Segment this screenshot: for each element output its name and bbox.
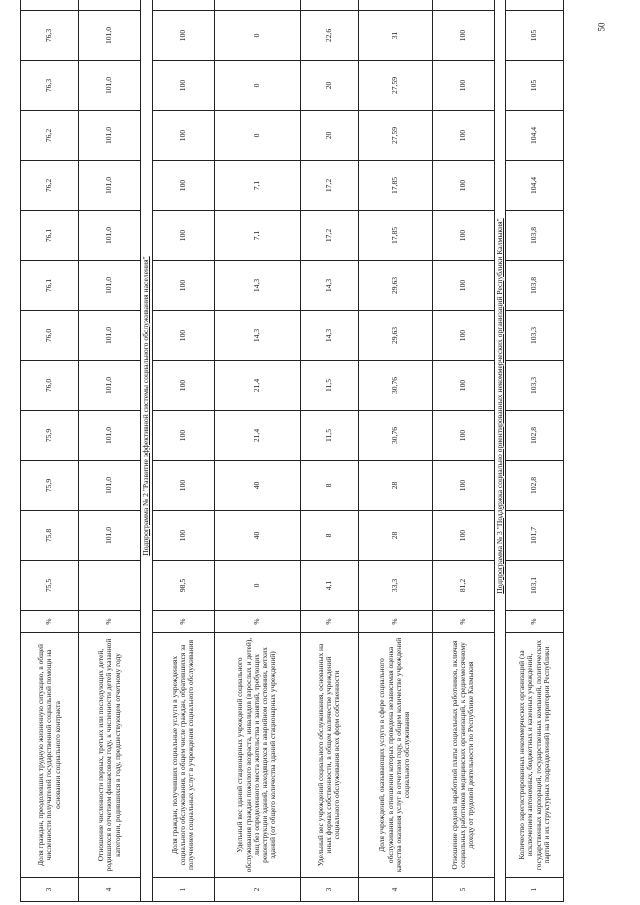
indicator-description-cell: Доля граждан, преодолевших трудную жизненную ситуацию, в общей численности получателей государственной социальной помощи на основании социального контракта [21,633,79,878]
value-cell: 29,63 [358,311,432,361]
value-cell [79,561,141,611]
value-cell: 103,3 [506,361,564,411]
value-cell: 101,0 [79,461,141,511]
value-cell: 101,0 [79,211,141,261]
subprogram-title: Подпрограмма № 3 "Поддержка социально ориентированных некоммерческих организаций Республики Калмыкия" [494,218,504,594]
unit-cell: % [506,611,564,633]
value-cell: 103,3 [506,311,564,361]
value-cell: 100 [432,161,494,211]
unit-cell: % [21,611,79,633]
row-number-cell: 1 [152,878,214,902]
value-cell: 101,0 [79,261,141,311]
value-cell: 76,3 [21,61,79,111]
value-cell: 14,3 [214,311,300,361]
table-row [214,0,300,902]
value-cell: 0 [214,61,300,111]
value-cell: 103,1 [506,561,564,611]
value-cell: 102,8 [506,461,564,511]
subprogram-title-cell [494,0,506,902]
unit-cell: % [79,611,141,633]
value-cell [214,0,300,11]
rotated-table-content [20,12,575,902]
value-cell: 8 [300,461,358,511]
table-row [21,0,79,902]
value-cell: 20 [300,111,358,161]
row-number-cell: 5 [432,878,494,902]
value-cell: 101,0 [79,161,141,211]
value-cell: 100 [152,161,214,211]
value-cell: 75,9 [21,411,79,461]
value-cell: 100 [432,461,494,511]
value-cell: 76,2 [21,111,79,161]
row-number-cell: 3 [21,878,79,902]
value-cell: 81,2 [432,561,494,611]
value-cell: 101,0 [79,311,141,361]
indicator-description-cell: Доля граждан, получивших социальные услуги в учреждениях социального обслуживания, в общем числе граждан, обратившихся за получением социальных услуг в учреждения социального обслуживания [152,633,214,878]
value-cell [21,0,79,11]
row-number-cell: 3 [300,878,358,902]
value-cell: 30,76 [358,361,432,411]
value-cell: 100 [152,261,214,311]
value-cell: 102,8 [506,411,564,461]
value-cell: 27,59 [358,111,432,161]
unit-cell: % [358,611,432,633]
table-row [79,0,141,902]
value-cell: 21,4 [214,361,300,411]
value-cell: 17,2 [300,211,358,261]
indicator-description-cell: Удельный вес зданий стационарных учреждений социального обслуживания граждан пожилого возраста, инвалидов (взрослых и детей), лиц без определенного места жительства и занятий, требующих реконструкции зданий, находящихся в аварийном состоянии, ветхих зданий (от общего количества зданий стационарных учреждений) [214,633,300,878]
value-cell: 100 [432,511,494,561]
subprogram-row [141,0,153,902]
value-cell: 100 [432,361,494,411]
indicator-description-cell: Отношение средней заработной платы социальных работников, включая социальных работников медицинских организаций, к среднемесячному доходу от трудовой деятельности по Республике Калмыкия [432,633,494,878]
value-cell: 105 [506,61,564,111]
value-cell: 100 [432,61,494,111]
value-cell: 101,0 [79,411,141,461]
value-cell: 40 [214,461,300,511]
value-cell [79,0,141,11]
table-row [506,0,564,902]
value-cell: 75,5 [21,561,79,611]
value-cell [358,0,432,11]
indicator-description-cell: Удельный вес учреждений социального обслуживания, основанных на иных формах собственности, в общем количестве учреждений социального обслуживания всех форм собственности [300,633,358,878]
value-cell: 100 [432,211,494,261]
value-cell: 103,8 [506,261,564,311]
value-cell: 100 [152,311,214,361]
value-cell: 17,85 [358,161,432,211]
value-cell: 8 [300,511,358,561]
value-cell: 100 [152,361,214,411]
unit-cell: % [432,611,494,633]
value-cell: 76,1 [21,261,79,311]
value-cell: 40 [214,511,300,561]
value-cell: 20 [300,61,358,111]
value-cell: 76,0 [21,311,79,361]
table-row [300,0,358,902]
value-cell: 29,63 [358,261,432,311]
value-cell: 4,1 [300,561,358,611]
value-cell: 100 [152,11,214,61]
value-cell: 14,3 [300,261,358,311]
value-cell: 100 [152,511,214,561]
value-cell: 7,1 [214,161,300,211]
value-cell: 100 [152,461,214,511]
value-cell: 104,4 [506,161,564,211]
value-cell: 14,3 [300,311,358,361]
value-cell: 7,1 [214,211,300,261]
indicator-description-cell: Доля учреждений, оказывающих услуги в сфере социального обслуживания, в отношении которых проведена независимая оценка качества оказания услуг в отчетном году, в общем количестве учреждений социального обслуживания [358,633,432,878]
row-number-cell: 2 [214,878,300,902]
value-cell: 100 [152,61,214,111]
row-number-cell: 1 [506,878,564,902]
value-cell: 101,0 [79,511,141,561]
table-row [432,0,494,902]
value-cell: 100 [152,411,214,461]
value-cell [506,0,564,11]
value-cell: 11,5 [300,361,358,411]
unit-cell: % [214,611,300,633]
indicator-description-cell: Количество зарегистрированных некоммерческих организаций (за исключением автономных, бюджетных и казенных учреждений, государственных корпораций, государственных компаний, политических партий и их структурных подразделений) на территории Республики [506,633,564,878]
value-cell: 76,0 [21,361,79,411]
value-cell: 27,59 [358,61,432,111]
value-cell: 31 [358,11,432,61]
value-cell: 0 [214,111,300,161]
value-cell: 100 [432,311,494,361]
subprogram-title: Подпрограмма № 2 "Развитие эффективной системы социального обслуживания населения" [141,256,150,556]
value-cell: 21,4 [214,411,300,461]
value-cell: 28 [358,511,432,561]
value-cell: 0 [214,11,300,61]
rotated-table-frame [20,12,575,902]
value-cell: 100 [152,211,214,261]
row-number-cell: 4 [358,878,432,902]
value-cell: 30,76 [358,411,432,461]
value-cell: 17,85 [358,211,432,261]
value-cell: 101,0 [79,11,141,61]
value-cell: 101,0 [79,111,141,161]
value-cell: 33,3 [358,561,432,611]
value-cell: 103,8 [506,211,564,261]
row-number-cell: 4 [79,878,141,902]
value-cell: 100 [152,111,214,161]
value-cell [432,0,494,11]
unit-cell: % [152,611,214,633]
indicators-table [20,0,564,902]
value-cell: 105 [506,11,564,61]
value-cell: 14,3 [214,261,300,311]
value-cell: 100 [432,261,494,311]
value-cell: 100 [432,11,494,61]
value-cell: 76,1 [21,211,79,261]
value-cell: 101,7 [506,511,564,561]
value-cell: 28 [358,461,432,511]
table-row [358,0,432,902]
value-cell: 100 [432,411,494,461]
value-cell: 17,2 [300,161,358,211]
subprogram-row [494,0,506,902]
value-cell [300,0,358,11]
value-cell: 22,6 [300,11,358,61]
value-cell: 101,0 [79,61,141,111]
unit-cell: % [300,611,358,633]
value-cell: 11,5 [300,411,358,461]
value-cell: 0 [214,561,300,611]
value-cell: 76,2 [21,161,79,211]
page-number: 50 [596,22,607,32]
table-row [152,0,214,902]
value-cell: 76,3 [21,11,79,61]
value-cell [152,0,214,11]
value-cell: 75,8 [21,511,79,561]
value-cell: 104,4 [506,111,564,161]
value-cell: 101,0 [79,361,141,411]
indicator-description-cell: Отношение численности первых, третьих или последующих детей, родившихся в отчетном финансовом году, к численности детей указанной категории, родившихся в году, предшествующем отчетному году [79,633,141,878]
subprogram-title-cell [141,0,153,902]
value-cell: 100 [432,111,494,161]
value-cell: 75,9 [21,461,79,511]
value-cell: 98,5 [152,561,214,611]
